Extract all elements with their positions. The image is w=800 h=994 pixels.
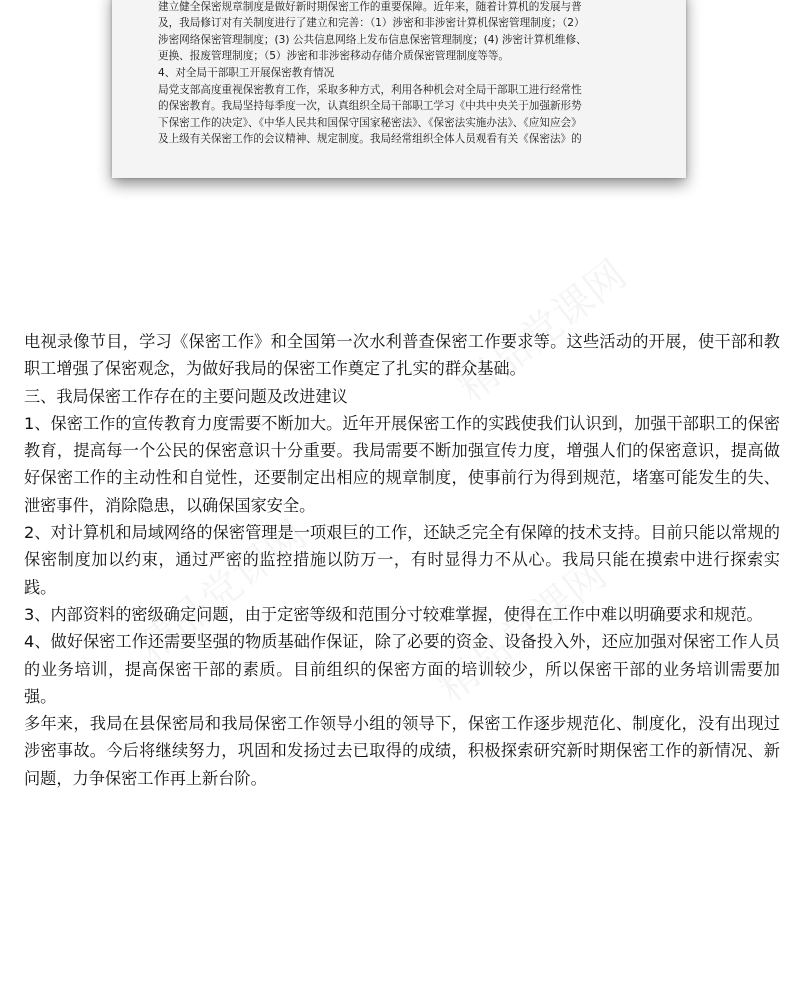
paragraph: 电视录像节目，学习《保密工作》和全国第一次水利普查保密工作要求等。这些活动的开展，使干部和教职工增强了保密观念，为做好我局的保密工作奠定了扎实的群众基础。	[24, 332, 780, 379]
preview-line: 建立健全保密规章制度是做好新时期保密工作的重要保障。近年来，随着计算机的发展与普	[158, 0, 582, 13]
preview-line: 及，我局修订对有关制度进行了建立和完善：（1）涉密和非涉密计算机保密管理制度；（2）	[158, 17, 585, 30]
preview-line: 的保密教育。我局坚持每季度一次，认真组织全局干部职工学习《中共中央关于加强新形势	[158, 100, 582, 113]
preview-area	[0, 0, 800, 190]
paragraph: 多年来，我局在县保密局和我局保密工作领导小组的领导下，保密工作逐步规范化、制度化，没有出现过涉密事故。今后将继续努力，巩固和发扬过去已取得的成绩，积极探索研究新时期保密工作的新情况、新问题，力争保密工作再上新台阶。	[24, 714, 780, 788]
preview-line: 4、对全局干部职工开展保密教育情况	[158, 66, 335, 79]
preview-line: 及上级有关保密工作的会议精神、规定制度。我局经常组织全体人员观看有关《保密法》的	[158, 133, 582, 146]
paragraph: 4、做好保密工作还需要坚强的物质基础作保证，除了必要的资金、设备投入外，还应加强对保密工作人员的业务培训，提高保密干部的素质。目前组织的保密方面的培训较少，所以保密干部的业务培训需要加强。	[24, 632, 780, 706]
preview-line: 下保密工作的决定》、《中华人民共和国保守国家秘密法》、《保密法实施办法》、《应知应会》	[158, 116, 582, 129]
section-heading: 三、我局保密工作存在的主要问题及改进建议	[24, 386, 348, 406]
paragraph: 3、内部资料的密级确定问题，由于定密等级和范围分寸较难掌握，使得在工作中难以明确要求和规范。	[24, 604, 763, 624]
document-preview-card	[112, 0, 686, 178]
preview-line: 更换、报废管理制度；（5）涉密和非涉密移动存储介质保密管理制度等等。	[158, 50, 510, 63]
preview-line: 涉密网络保密管理制度；(3) 公共信息网络上发布信息保密管理制度；(4) 涉密计算机维修、	[158, 33, 587, 46]
document-body	[24, 328, 780, 792]
paragraph: 1、保密工作的宣传教育力度需要不断加大。近年开展保密工作的实践使我们认识到，加强干部职工的保密教育，提高每一个公民的保密意识十分重要。我局需要不断加强宣传力度，增强人们的保密意识，提高做好保密工作的主动性和自觉性，还要制定出相应的规章制度，使事前行为得到规范，堵塞可能发生的失、泄密事件，消除隐患，以确保国家安全。	[24, 413, 780, 515]
preview-line: 局党支部高度重视保密教育工作，采取多种方式，利用各种机会对全局干部职工进行经常性	[158, 83, 582, 96]
preview-text	[158, 0, 650, 148]
paragraph: 2、对计算机和局域网络的保密管理是一项艰巨的工作，还缺乏完全有保障的技术支持。目前只能以常规的保密制度加以约束，通过严密的监控措施以防万一，有时显得力不从心。我局只能在摸索中进行探索实践。	[24, 523, 780, 597]
